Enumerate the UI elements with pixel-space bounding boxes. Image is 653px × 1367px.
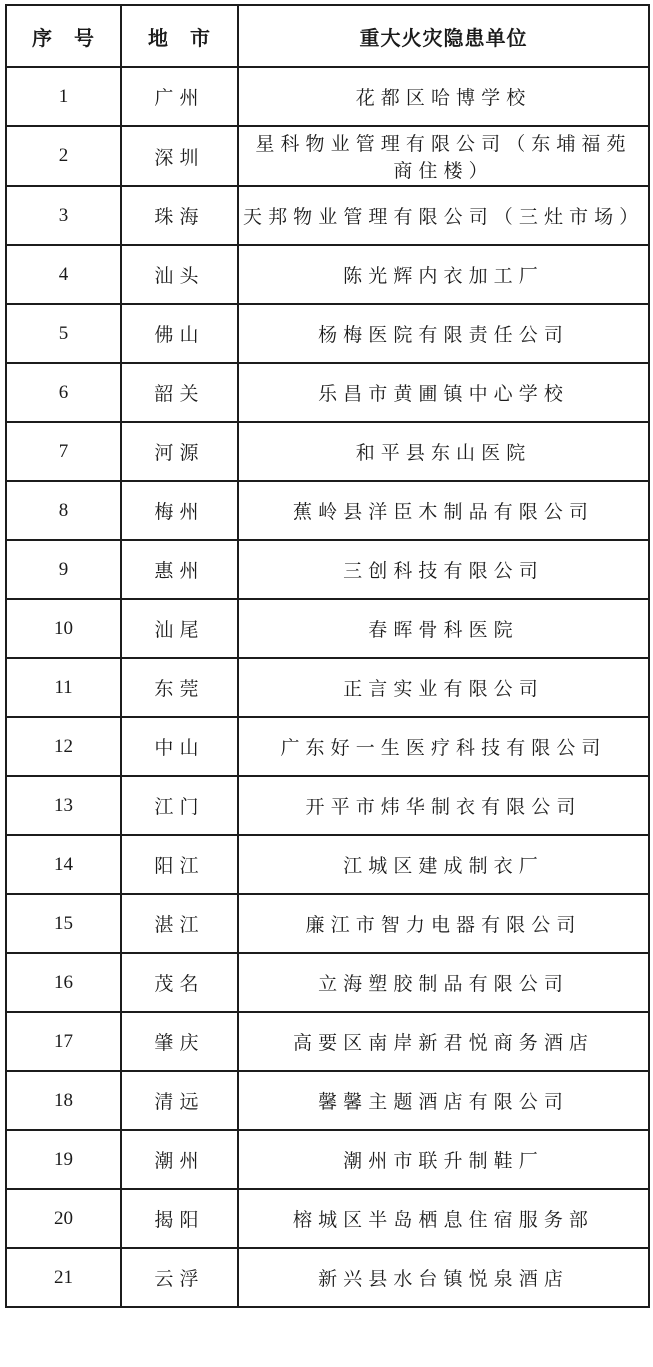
cell-city: 阳江 — [121, 835, 238, 894]
fire-hazard-table — [5, 4, 650, 1308]
cell-serial-number: 17 — [6, 1012, 121, 1071]
table-row — [6, 1071, 649, 1130]
table-row — [6, 658, 649, 717]
table-row — [6, 835, 649, 894]
cell-serial-number: 16 — [6, 953, 121, 1012]
cell-city: 汕尾 — [121, 599, 238, 658]
cell-hazard-unit: 花都区哈博学校 — [238, 67, 649, 126]
cell-serial-number: 15 — [6, 894, 121, 953]
table-header — [6, 5, 649, 67]
table-row — [6, 953, 649, 1012]
cell-hazard-unit: 江城区建成制衣厂 — [238, 835, 649, 894]
table-row — [6, 894, 649, 953]
table-row — [6, 599, 649, 658]
cell-hazard-unit: 高要区南岸新君悦商务酒店 — [238, 1012, 649, 1071]
table-row — [6, 186, 649, 245]
cell-city: 韶关 — [121, 363, 238, 422]
cell-city: 梅州 — [121, 481, 238, 540]
cell-city: 揭阳 — [121, 1189, 238, 1248]
cell-hazard-unit: 开平市炜华制衣有限公司 — [238, 776, 649, 835]
table-row — [6, 540, 649, 599]
cell-serial-number: 13 — [6, 776, 121, 835]
cell-city: 佛山 — [121, 304, 238, 363]
cell-city: 湛江 — [121, 894, 238, 953]
cell-city: 东莞 — [121, 658, 238, 717]
cell-city: 云浮 — [121, 1248, 238, 1307]
cell-hazard-unit: 星科物业管理有限公司（东埔福苑商住楼） — [238, 126, 649, 186]
cell-hazard-unit: 立海塑胶制品有限公司 — [238, 953, 649, 1012]
cell-serial-number: 4 — [6, 245, 121, 304]
cell-serial-number: 5 — [6, 304, 121, 363]
table-row — [6, 245, 649, 304]
cell-city: 惠州 — [121, 540, 238, 599]
header-row — [6, 5, 649, 67]
cell-city: 茂名 — [121, 953, 238, 1012]
column-header-index: 序 号 — [6, 5, 121, 67]
cell-hazard-unit: 馨馨主题酒店有限公司 — [238, 1071, 649, 1130]
cell-city: 江门 — [121, 776, 238, 835]
cell-city: 中山 — [121, 717, 238, 776]
cell-serial-number: 14 — [6, 835, 121, 894]
cell-city: 汕头 — [121, 245, 238, 304]
cell-hazard-unit: 广东好一生医疗科技有限公司 — [238, 717, 649, 776]
cell-serial-number: 7 — [6, 422, 121, 481]
cell-hazard-unit: 杨梅医院有限责任公司 — [238, 304, 649, 363]
cell-hazard-unit: 正言实业有限公司 — [238, 658, 649, 717]
cell-serial-number: 3 — [6, 186, 121, 245]
table-row — [6, 126, 649, 186]
table-row — [6, 363, 649, 422]
cell-serial-number: 10 — [6, 599, 121, 658]
cell-city: 广州 — [121, 67, 238, 126]
cell-serial-number: 6 — [6, 363, 121, 422]
cell-city: 深圳 — [121, 126, 238, 186]
cell-serial-number: 19 — [6, 1130, 121, 1189]
cell-hazard-unit: 三创科技有限公司 — [238, 540, 649, 599]
table-row — [6, 481, 649, 540]
cell-hazard-unit: 新兴县水台镇悦泉酒店 — [238, 1248, 649, 1307]
cell-serial-number: 2 — [6, 126, 121, 186]
cell-serial-number: 21 — [6, 1248, 121, 1307]
cell-serial-number: 18 — [6, 1071, 121, 1130]
table-row — [6, 776, 649, 835]
cell-serial-number: 12 — [6, 717, 121, 776]
table-body — [6, 67, 649, 1307]
cell-hazard-unit: 天邦物业管理有限公司（三灶市场） — [238, 186, 649, 245]
table-row — [6, 422, 649, 481]
table-row — [6, 1012, 649, 1071]
table-row — [6, 717, 649, 776]
cell-serial-number: 8 — [6, 481, 121, 540]
column-header-city: 地 市 — [121, 5, 238, 67]
cell-hazard-unit: 廉江市智力电器有限公司 — [238, 894, 649, 953]
cell-hazard-unit: 榕城区半岛栖息住宿服务部 — [238, 1189, 649, 1248]
cell-serial-number: 11 — [6, 658, 121, 717]
cell-hazard-unit: 乐昌市黄圃镇中心学校 — [238, 363, 649, 422]
column-header-unit: 重大火灾隐患单位 — [238, 5, 649, 67]
cell-hazard-unit: 春晖骨科医院 — [238, 599, 649, 658]
cell-hazard-unit: 潮州市联升制鞋厂 — [238, 1130, 649, 1189]
table-row — [6, 1248, 649, 1307]
cell-city: 潮州 — [121, 1130, 238, 1189]
table-row — [6, 67, 649, 126]
table-row — [6, 1189, 649, 1248]
cell-hazard-unit: 陈光辉内衣加工厂 — [238, 245, 649, 304]
table-row — [6, 304, 649, 363]
table-row — [6, 1130, 649, 1189]
cell-hazard-unit: 蕉岭县洋臣木制品有限公司 — [238, 481, 649, 540]
cell-city: 河源 — [121, 422, 238, 481]
cell-city: 珠海 — [121, 186, 238, 245]
cell-serial-number: 1 — [6, 67, 121, 126]
cell-hazard-unit: 和平县东山医院 — [238, 422, 649, 481]
cell-serial-number: 9 — [6, 540, 121, 599]
cell-serial-number: 20 — [6, 1189, 121, 1248]
cell-city: 肇庆 — [121, 1012, 238, 1071]
cell-city: 清远 — [121, 1071, 238, 1130]
